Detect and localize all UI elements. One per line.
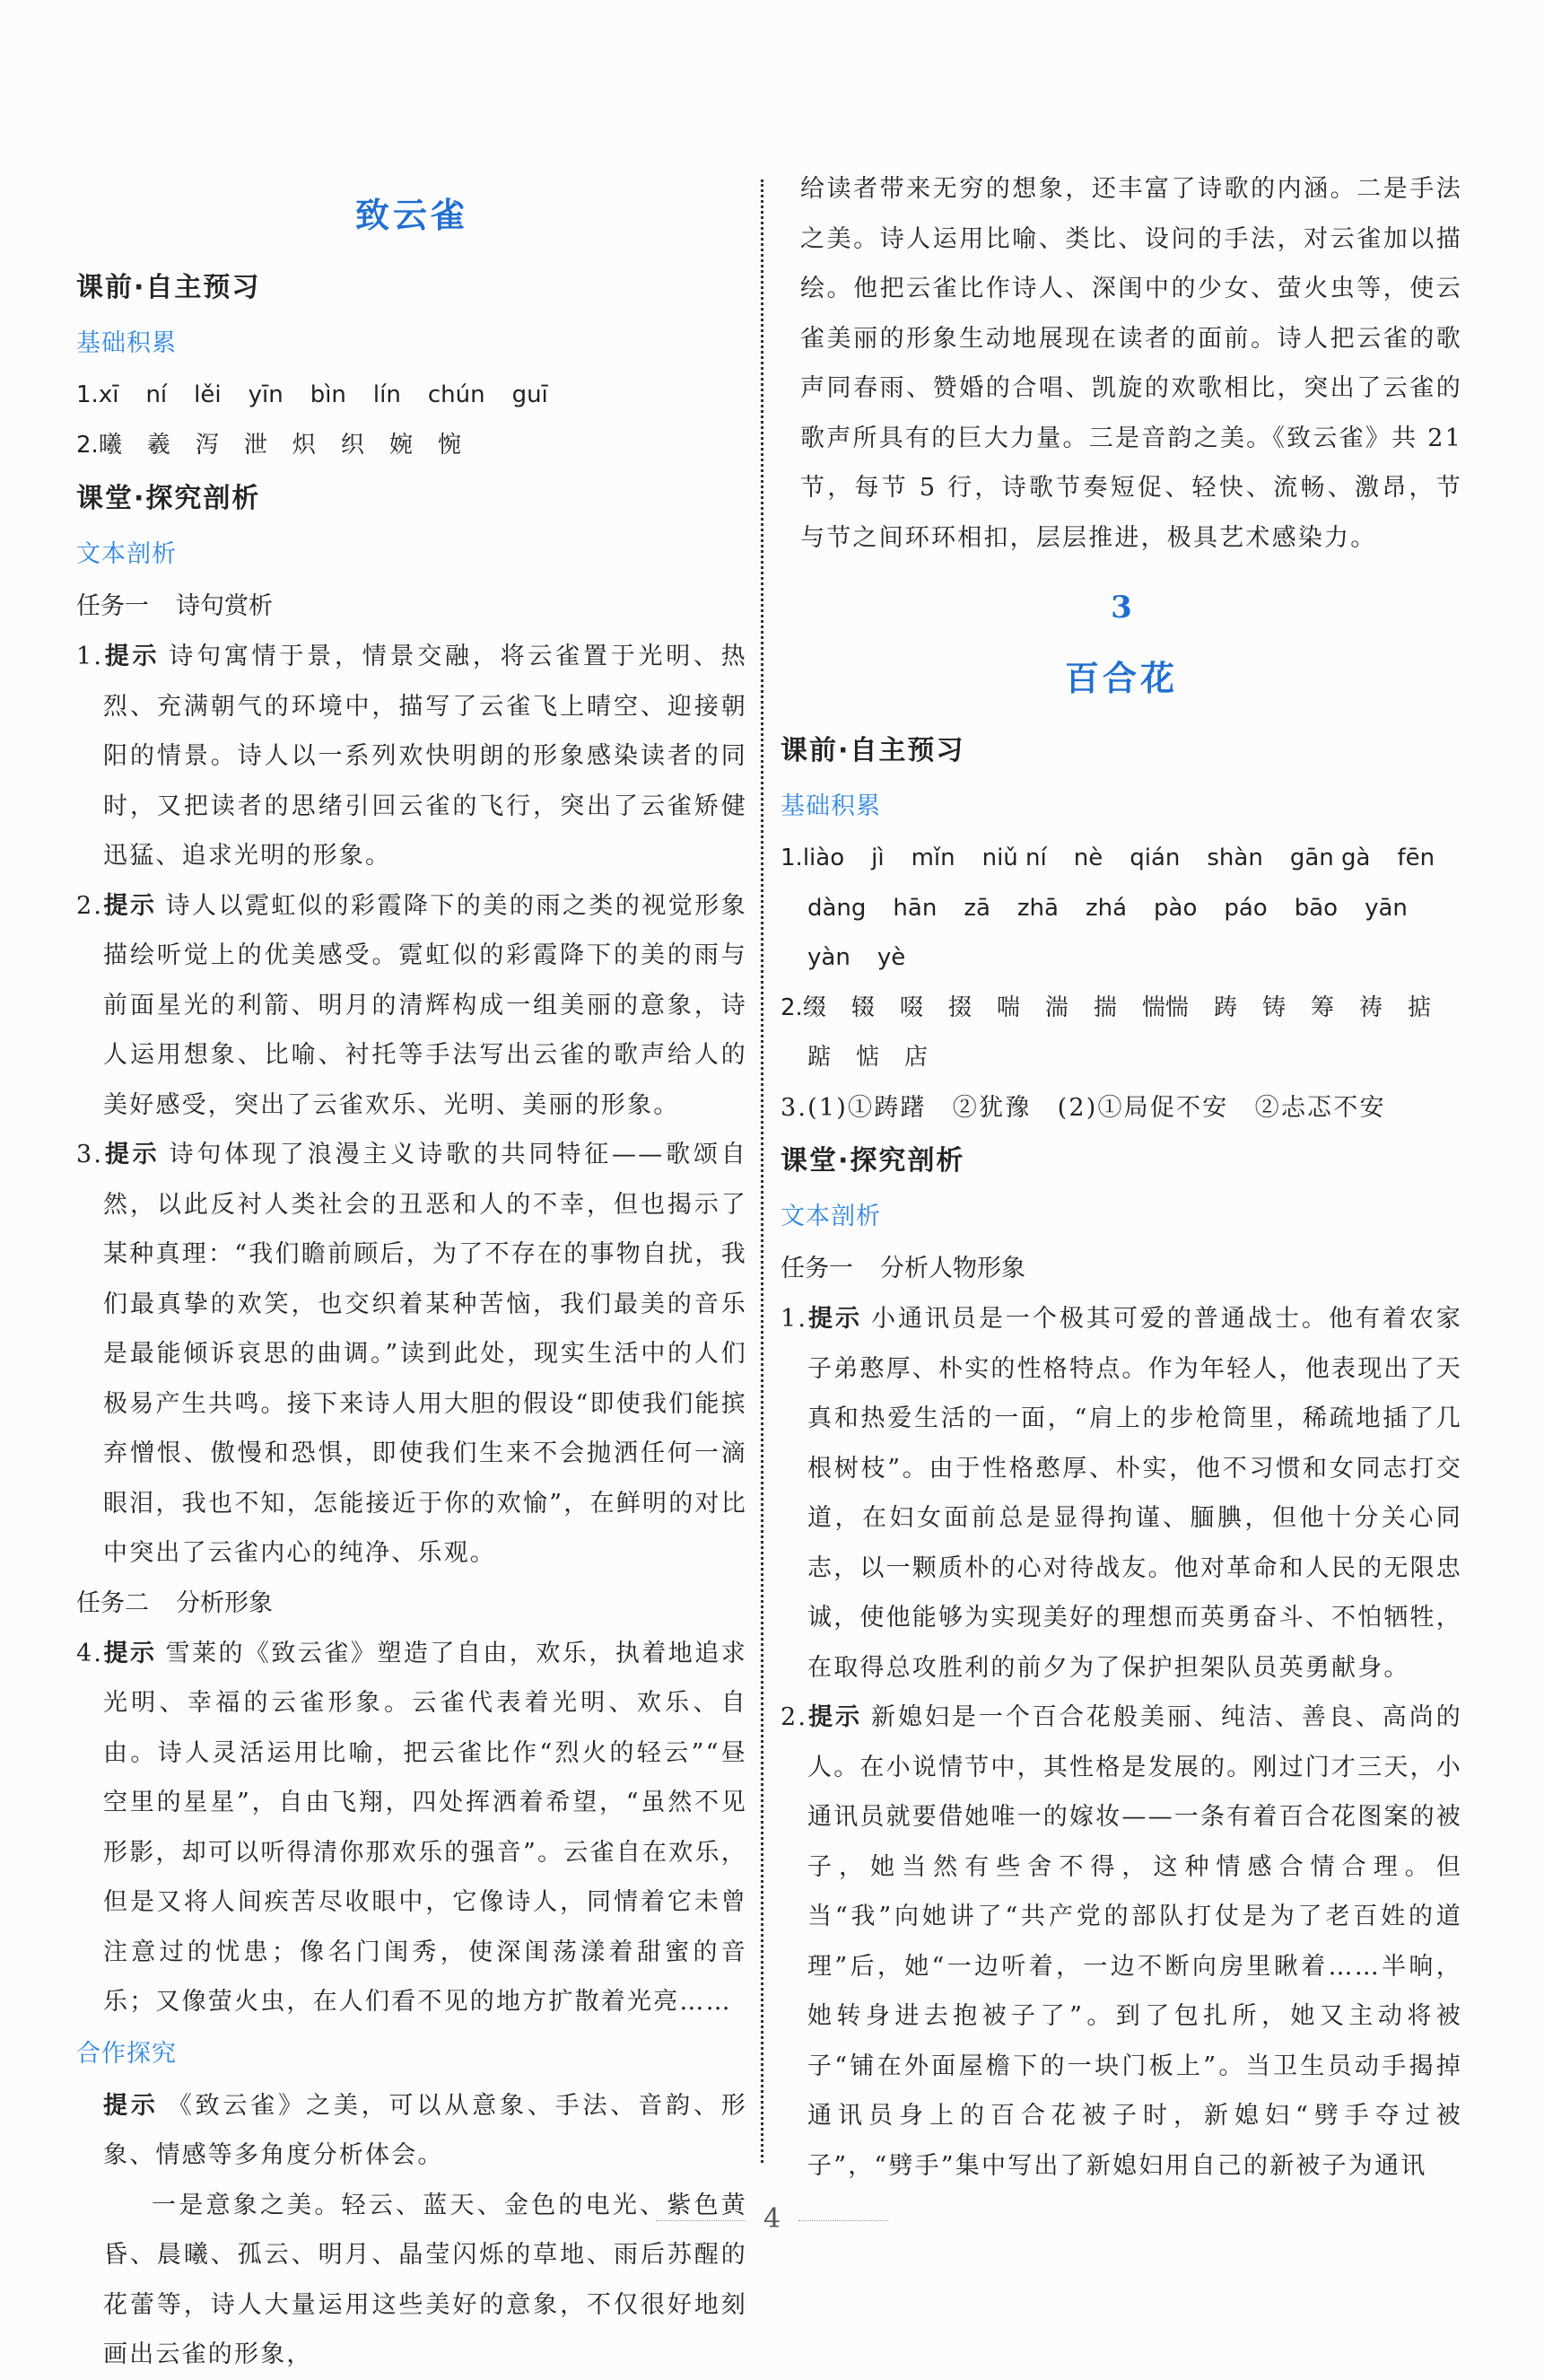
answer-word: yè [877, 944, 906, 971]
lesson-title: 致云雀 [354, 195, 468, 235]
item-number: 2. [76, 431, 99, 459]
answer-word: ní [145, 381, 168, 408]
item-number: 2. [781, 993, 803, 1021]
answer-word: 羲 [146, 431, 170, 459]
answer-word: chún [427, 381, 485, 408]
answer-item [76, 1130, 747, 1579]
tip-label: 提示 [807, 1305, 862, 1333]
character-answers [76, 421, 747, 471]
answer-item [781, 1693, 1462, 2191]
column-divider [761, 179, 763, 2163]
section-heading-preview: 课前·自主预习 [781, 735, 965, 766]
answer-item [781, 1294, 1462, 1693]
answer-word: 泻 [195, 431, 219, 459]
task-heading [781, 1244, 1462, 1294]
subheading-basic: 基础积累 [76, 329, 177, 357]
page-footer [0, 2203, 1544, 2235]
ornament [798, 2220, 888, 2221]
answer-word: lěi [194, 381, 222, 408]
answer-word: 喘 [996, 993, 1020, 1021]
item-number: 1. [781, 844, 803, 871]
right-column [781, 164, 1462, 2191]
answer-word: qián [1130, 844, 1181, 871]
answer-word: 曦 [98, 431, 122, 459]
task-label: 任务二 [76, 1588, 149, 1617]
cooperation-paragraph: 一是意象之美。轻云、蓝天、金色的电光、紫色黄昏、晨曦、孤云、明月、晶莹闪烁的草地、雨后苏醒的花蕾等，诗人大量运用这些美好的意象，不仅很好地刻画出云雀的形象， [103, 2191, 747, 2368]
answer-word: 炽 [292, 431, 316, 459]
answer-word: mǐn [911, 844, 955, 871]
answer-word: 铸 [1261, 993, 1286, 1021]
section-heading-class: 课堂·探究剖析 [781, 1145, 965, 1177]
tip-label: 提示 [103, 891, 157, 920]
answer-word: 湍 [1044, 993, 1069, 1021]
answer-item [76, 1629, 747, 2027]
answer-text: 诗句寓情于景，情景交融，将云雀置于光明、热烈、充满朝气的环境中，描写了云雀飞上晴空、迎接朝阳的情景。诗人以一系列欢快明朗的形象感染读者的同时，又把读者的思绪引回云雀的飞行，突出了云雀矫健迅猛、追求光明的形象。 [103, 643, 747, 870]
answer-word: 揣 [1093, 993, 1117, 1021]
answer-word: yàn [807, 944, 851, 971]
answer-word: hān [893, 894, 938, 922]
answer-word: 泄 [243, 431, 267, 459]
tip-label: 提示 [103, 1141, 161, 1168]
item-number: 1. [76, 643, 104, 670]
answer-word: páo [1224, 894, 1268, 922]
section-heading-class: 课堂·探究剖析 [76, 483, 261, 514]
task-name: 诗句赏析 [176, 592, 273, 620]
answer-word: jì [871, 844, 885, 871]
answer-word: bìn [310, 381, 346, 408]
answer-q3: 3.(1)①踌躇 ②犹豫 (2)①局促不安 ②忐忑不安 [781, 1093, 1386, 1122]
pinyin-answers [76, 371, 747, 421]
answer-word: lín [372, 381, 401, 408]
answer-word: zhá [1085, 894, 1128, 922]
lesson-title: 百合花 [1064, 658, 1178, 698]
answer-word: 惦 [856, 1044, 880, 1071]
task-name: 分析形象 [176, 1588, 273, 1617]
answer-word: 祷 [1358, 993, 1383, 1021]
subheading-cooperation: 合作探究 [76, 2039, 177, 2068]
tip-label: 提示 [103, 1639, 157, 1667]
answer-word: 店 [904, 1044, 929, 1071]
answer-item [76, 881, 747, 1131]
answer-word: fēn [1397, 844, 1435, 871]
subheading-basic: 基础积累 [781, 792, 881, 820]
answer-word: gān gà [1289, 844, 1371, 871]
answer-word: bāo [1294, 894, 1339, 922]
cooperation-tip [76, 2081, 747, 2181]
task-heading [76, 1579, 747, 1629]
answer-text: 新媳妇是一个百合花般美丽、纯洁、善良、高尚的人。在小说情节中，其性格是发展的。刚过门才三天，小通讯员就要借她唯一的嫁妆——一条有着百合花图案的被子，她当然有些舍不得，这种情感合情合理。但当“我”向她讲了“共产党的部队打仗是为了老百姓的道理”后，她“一边听着，一边不断向房里瞅着……半晌，她转身进去抱被子了”。到了包扎所，她又主动将被子“铺在外面屋檐下的一块门板上”。当卫生员动手揭掉通讯员身上的百合花被子时，新媳妇“劈手夺过被子”，“劈手”集中写出了新媳妇用自己的新被子为通讯 [807, 1703, 1462, 2180]
answer-text: 雪莱的《致云雀》塑造了自由，欢乐，执着地追求光明、幸福的云雀形象。云雀代表着光明、欢乐、自由。诗人灵活运用比喻，把云雀比作“烈火的轻云”“昼空里的星星”，自由飞翔，四处挥洒着希望，“虽然不见形影，却可以听得清你那欢乐的强音”。云雀自在欢乐，但是又将人间疾苦尽收眼中，它像诗人，同情着它未曾注意过的忧患；像名门闺秀，使深闺荡漾着甜蜜的音乐；又像萤火虫，在人们看不见的地方扩散着光亮…… [103, 1639, 747, 2016]
item-number: 2. [781, 1703, 808, 1731]
answer-word: yān [1365, 894, 1408, 922]
answer-word: 啜 [899, 993, 923, 1021]
section-heading-preview: 课前·自主预习 [76, 272, 261, 303]
answer-word: 辍 [851, 993, 875, 1021]
answer-word: 踮 [807, 1044, 832, 1071]
task-heading [76, 582, 747, 632]
answer-word: zhā [1016, 894, 1059, 922]
answer-word: 婉 [388, 431, 413, 459]
answer-word: pào [1154, 894, 1198, 922]
answer-word: 惴惴 [1141, 993, 1189, 1021]
answer-word: 掂 [1408, 993, 1432, 1021]
answer-word: zā [964, 894, 990, 922]
answer-word: shàn [1207, 844, 1263, 871]
subheading-text-analysis: 文本剖析 [76, 540, 177, 568]
task-label: 任务一 [781, 1255, 853, 1282]
item-number: 1. [781, 1305, 808, 1333]
character-answers [781, 984, 1462, 1083]
answer-text: 诗人以霓虹似的彩霞降下的美的雨之类的视觉形象描绘听觉上的优美感受。霓虹似的彩霞降下的美的雨与前面星光的利箭、明月的清辉构成一组美丽的意象，诗人运用想象、比喻、衬托等手法写出云雀的歌声给人的美好感受，突出了云雀欢乐、光明、美丽的形象。 [103, 891, 747, 1119]
tip-label: 提示 [807, 1703, 862, 1731]
tip-label: 提示 [103, 2091, 159, 2120]
answer-word: dàng [807, 894, 867, 922]
tip-label: 提示 [103, 643, 161, 670]
item-number: 4. [76, 1639, 104, 1667]
answer-word: 织 [340, 431, 364, 459]
answer-word: xī [98, 381, 119, 408]
answer-item [76, 632, 747, 881]
item-number: 3. [76, 1141, 104, 1168]
task-name: 分析人物形象 [880, 1255, 1025, 1282]
task-label: 任务一 [76, 592, 149, 620]
answer-word: nè [1073, 844, 1103, 871]
item-number: 1. [76, 381, 99, 408]
answer-text: 小通讯员是一个极其可爱的普通战士。他有着农家子弟憨厚、朴实的性格特点。作为年轻人，他表现出了天真和热爱生活的一面，“肩上的步枪筒里，稀疏地插了几根树枝”。由于性格憨厚、朴实，他不习惯和女同志打交道，在妇女面前总是显得拘谨、腼腆，但他十分关心同志，以一颗质朴的心对待战友。他对革命和人民的无限忠诚，使他能够为实现美好的理想而英勇奋斗、不怕牺牲，在取得总攻胜利的前夕为了保护担架队员英勇献身。 [807, 1305, 1462, 1682]
left-column [76, 184, 747, 2380]
pinyin-answers [781, 834, 1462, 984]
page-number: 4 [763, 2203, 781, 2235]
subheading-text-analysis: 文本剖析 [781, 1203, 881, 1230]
answer-word: yīn [248, 381, 284, 408]
ornament [656, 2220, 746, 2221]
answer-word: 筹 [1310, 993, 1334, 1021]
answer-word: liào [802, 844, 845, 871]
answer-word: 掇 [947, 993, 972, 1021]
answer-word: 踌 [1213, 993, 1237, 1021]
answer-text: 诗句体现了浪漫主义诗歌的共同特征——歌颂自然，以此反衬人类社会的丑恶和人的不幸，但也揭示了某种真理：“我们瞻前顾后，为了不存在的事物自扰，我们最真挚的欢笑，也交织着某种苦恼，我们最美的音乐是最能倾诉哀思的曲调。”读到此处，现实生活中的人们极易产生共鸣。接下来诗人用大胆的假设“即使我们能摈弃憎恨、傲慢和恐惧，即使我们生来不会抛洒任何一滴眼泪，我也不知，怎能接近于你的欢愉”，在鲜明的对比中突出了云雀内心的纯净、乐观。 [103, 1141, 747, 1567]
answer-word: 缀 [802, 993, 826, 1021]
tip-text: 《致云雀》之美，可以从意象、手法、音韵、形象、情感等多角度分析体会。 [103, 2091, 748, 2169]
cooperation-paragraph-continued: 给读者带来无穷的想象，还丰富了诗歌的内涵。二是手法之美。诗人运用比喻、类比、设问的手法，对云雀加以描绘。他把云雀比作诗人、深闺中的少女、萤火虫等，使云雀美丽的形象生动地展现在读者的面前。诗人把云雀的歌声同春雨、赞婚的合唱、凯旋的欢歌相比，突出了云雀的歌声所具有的巨大力量。三是音韵之美。《致云雀》共 21 节，每节 5 行，诗歌节奏短促、轻快、流畅、激昂，节与节之间环环相扣，层层推进，极具艺术感染力。 [800, 175, 1462, 552]
answer-word: 惋 [437, 431, 461, 459]
item-number: 2. [76, 891, 104, 920]
lesson-number: 3 [1111, 590, 1132, 626]
answer-word: guī [511, 381, 548, 408]
answer-word: niǔ ní [981, 844, 1047, 871]
